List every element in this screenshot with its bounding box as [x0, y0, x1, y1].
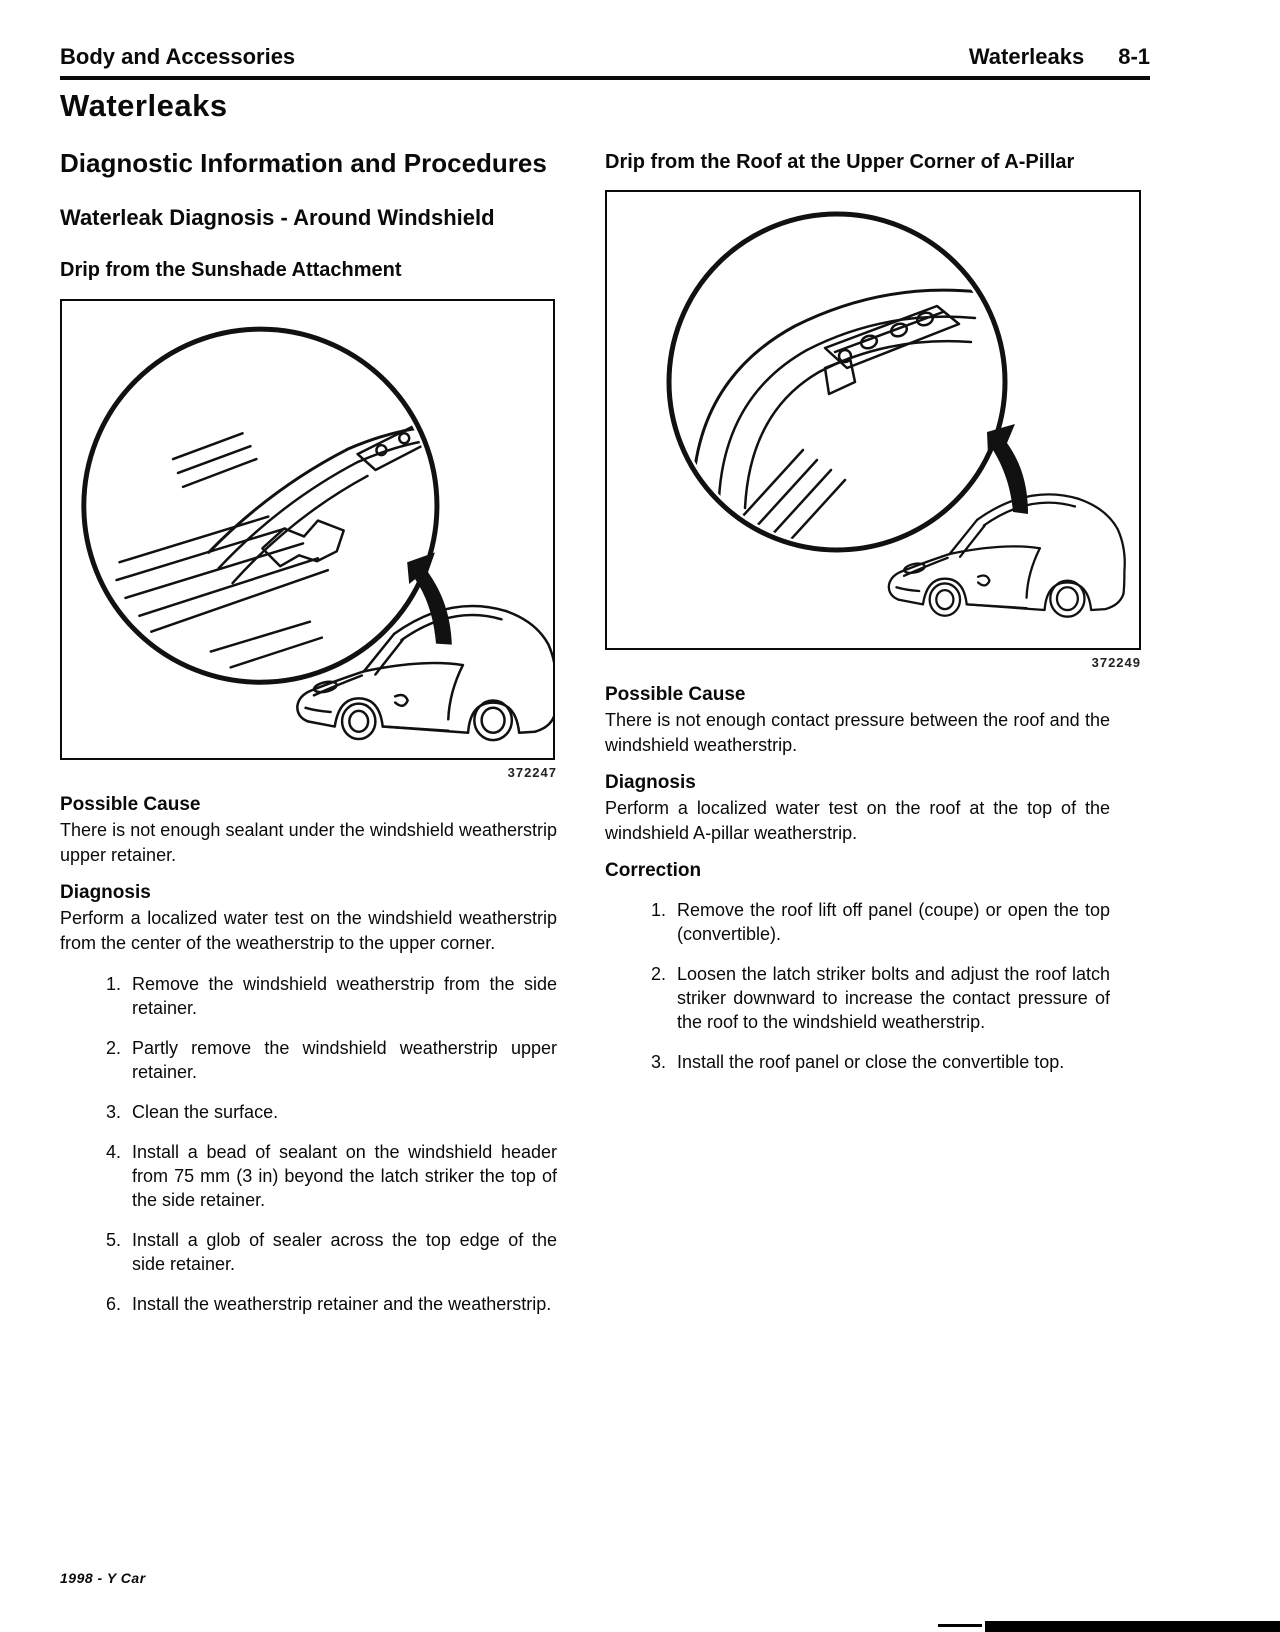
- diagnosis-text: Perform a localized water test on the windshield weatherstrip from the center of the weatherstrip to the upper corner.: [60, 908, 557, 953]
- step-item: 2. Loosen the latch striker bolts and adjust the roof latch striker downward to increase the contact pressure of the roof to the windshield weatherstrip.: [671, 962, 1110, 1034]
- sunshade-figure-drawing: [62, 301, 553, 758]
- a-pillar-figure-drawing: [607, 192, 1139, 648]
- topic-heading-a-pillar: Drip from the Roof at the Upper Corner of A-Pillar: [605, 151, 1075, 173]
- header-page-ref: [935, 44, 1150, 70]
- possible-cause-label: Possible Cause: [605, 684, 746, 705]
- header-chapter-title: Waterleaks: [968, 44, 1085, 69]
- footer-model-year: 1998 - Y Car: [60, 1570, 146, 1586]
- figure-number: 372247: [507, 765, 557, 780]
- two-column-layout: [60, 148, 1145, 1332]
- detail-circle: [669, 214, 1005, 550]
- possible-cause-text: There is not enough contact pressure between the roof and the windshield weatherstrip.: [605, 710, 1110, 755]
- possible-cause-text: There is not enough sealant under the windshield weatherstrip upper retainer.: [60, 820, 557, 865]
- left-column: [60, 148, 557, 1332]
- right-column: [605, 148, 1145, 1332]
- magnify-arrow: [987, 424, 1028, 514]
- figure-number: 372249: [1091, 655, 1141, 670]
- step-item: 6. Install the weatherstrip retainer and the weatherstrip.: [126, 1292, 557, 1316]
- diagnosis-label: Diagnosis: [605, 772, 696, 793]
- correction-steps-list: [60, 972, 557, 1316]
- scan-artifact-bar: [985, 1621, 1280, 1632]
- subsection-heading: Waterleak Diagnosis - Around Windshield: [60, 205, 495, 230]
- section-heading: Diagnostic Information and Procedures: [60, 148, 547, 178]
- step-item: 4. Install a bead of sealant on the windshield header from 75 mm (3 in) beyond the latch striker the top of the side retainer.: [126, 1140, 557, 1212]
- step-item: 1. Remove the windshield weatherstrip from the side retainer.: [126, 972, 557, 1020]
- figure-sunshade-attachment-illustration: [60, 299, 555, 760]
- header-section-title: Body and Accessories: [60, 44, 296, 69]
- header-page-number: 8-1: [1118, 44, 1150, 69]
- correction-label: Correction: [605, 860, 702, 881]
- step-item: 3. Install the roof panel or close the convertible top.: [671, 1050, 1110, 1074]
- page-title: Waterleaks: [60, 88, 228, 123]
- figure-a-pillar-illustration: [605, 190, 1141, 650]
- possible-cause-label: Possible Cause: [60, 794, 201, 815]
- topic-heading-sunshade: Drip from the Sunshade Attachment: [60, 259, 402, 281]
- diagnosis-label: Diagnosis: [60, 882, 151, 903]
- step-item: 2. Partly remove the windshield weatherstrip upper retainer.: [126, 1036, 557, 1084]
- step-item: 5. Install a glob of sealer across the top edge of the side retainer.: [126, 1228, 557, 1276]
- step-item: 1. Remove the roof lift off panel (coupe) or open the top (convertible).: [671, 898, 1110, 946]
- step-item: 3. Clean the surface.: [126, 1100, 557, 1124]
- page-header: [60, 44, 1150, 80]
- correction-steps-list: [605, 898, 1110, 1074]
- scan-artifact-tick: [938, 1624, 982, 1627]
- diagnosis-text: Perform a localized water test on the roof at the top of the windshield A-pillar weatherstrip.: [605, 798, 1110, 843]
